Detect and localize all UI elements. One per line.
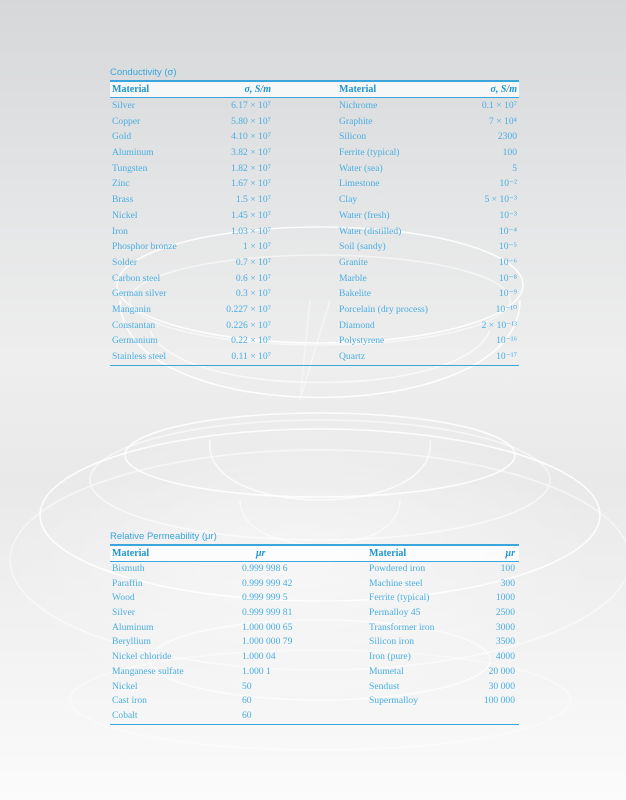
value-cell: 100 <box>500 563 515 574</box>
material-cell: Nickel <box>112 209 138 221</box>
table-row <box>110 208 519 224</box>
value-cell: 100 000 <box>483 695 515 707</box>
material-cell: Solder <box>112 256 138 268</box>
table-row <box>110 98 519 114</box>
value-cell: 1000 <box>495 592 515 604</box>
permeability-section <box>110 530 519 725</box>
material-cell: Limestone <box>339 178 380 190</box>
material-cell: Stainless steel <box>112 351 167 362</box>
material-cell: Mumetal <box>369 665 404 677</box>
value-cell: 60 <box>242 695 252 707</box>
permeability-table-header <box>110 544 519 562</box>
material-cell: Brass <box>112 194 134 206</box>
material-cell: Silicon <box>339 131 367 143</box>
table-row <box>110 606 519 621</box>
value-cell: 10⁻² <box>499 178 517 190</box>
header-material-left: Material <box>112 548 150 559</box>
value-cell: 10⁻¹⁰ <box>495 303 517 315</box>
material-cell: Marble <box>339 272 367 284</box>
header-value-right: σ, S/m <box>490 84 517 95</box>
value-cell: 6.17 × 10⁷ <box>231 100 271 111</box>
value-cell: 10⁻¹⁷ <box>496 351 517 362</box>
value-cell: 10⁻⁵ <box>498 241 517 253</box>
material-cell: Ferrite (typical) <box>369 592 430 604</box>
table-row <box>110 114 519 130</box>
value-cell: 1.67 × 10⁷ <box>231 178 271 190</box>
material-cell: Transformer iron <box>369 621 435 633</box>
value-cell: 0.999 999 42 <box>242 577 293 589</box>
value-cell: 60 <box>242 709 252 721</box>
table-row <box>110 562 519 577</box>
header-material-right: Material <box>369 548 407 559</box>
material-cell: Water (distilled) <box>339 225 402 237</box>
table-row <box>110 621 519 636</box>
material-cell: Permalloy 45 <box>369 607 421 619</box>
material-cell: Polystyrene <box>339 335 385 347</box>
material-cell: Nichrome <box>339 100 378 111</box>
table-row <box>110 318 519 334</box>
header-value-left: μr <box>256 548 266 559</box>
material-cell: Manganese sulfate <box>112 665 184 677</box>
value-cell: 5.80 × 10⁷ <box>231 115 271 127</box>
value-cell: 3.82 × 10⁷ <box>231 147 271 159</box>
value-cell: 10⁻³ <box>499 209 517 221</box>
table-row <box>110 694 519 709</box>
material-cell: Germanium <box>112 335 158 347</box>
material-cell: Water (sea) <box>339 162 383 174</box>
value-cell: 10⁻¹⁶ <box>496 335 517 347</box>
header-value-left: σ, S/m <box>244 84 271 95</box>
conductivity-section <box>110 66 519 366</box>
value-cell: 0.7 × 10⁷ <box>235 256 271 268</box>
material-cell: Clay <box>339 194 358 206</box>
material-cell: Nickel chloride <box>112 651 172 663</box>
value-cell: 20 000 <box>488 665 515 677</box>
material-cell: Ferrite (typical) <box>339 147 400 159</box>
table-row <box>110 349 519 365</box>
table-row <box>110 129 519 145</box>
value-cell: 0.6 × 10⁷ <box>235 272 271 284</box>
value-cell: 0.227 × 10⁷ <box>226 303 271 315</box>
header-value-right: μr <box>505 548 515 559</box>
table-row <box>110 286 519 302</box>
value-cell: 1 × 10⁷ <box>243 241 271 253</box>
value-cell: 50 <box>242 680 252 692</box>
material-cell: Aluminum <box>112 147 154 159</box>
value-cell: 1.03 × 10⁷ <box>231 225 271 237</box>
material-cell: Iron <box>112 225 128 237</box>
header-material-left: Material <box>112 84 150 95</box>
material-cell: Silver <box>112 607 135 619</box>
value-cell: 4000 <box>495 651 515 663</box>
material-cell: Sendust <box>369 680 400 692</box>
material-cell: Wood <box>112 592 135 604</box>
table-row <box>110 255 519 271</box>
table-row <box>110 239 519 255</box>
conductivity-table-body <box>110 98 519 366</box>
value-cell: 4.10 × 10⁷ <box>231 131 271 143</box>
material-cell: Gold <box>112 131 132 143</box>
material-cell: Porcelain (dry process) <box>339 303 428 315</box>
material-cell: Water (fresh) <box>339 209 390 221</box>
value-cell: 100 <box>502 147 517 159</box>
material-cell: Powdered iron <box>369 563 426 574</box>
table-row <box>110 577 519 592</box>
table-row <box>110 161 519 177</box>
value-cell: 0.3 × 10⁷ <box>235 288 271 300</box>
value-cell: 1.5 × 10⁷ <box>235 194 271 206</box>
value-cell: 7 × 10⁴ <box>489 115 517 127</box>
material-cell: Bakelite <box>339 288 371 300</box>
material-cell: Bismuth <box>112 563 145 574</box>
value-cell: 0.999 999 81 <box>242 607 293 619</box>
table-row <box>110 176 519 192</box>
value-cell: 2 × 10⁻¹³ <box>481 319 517 331</box>
material-cell: Silver <box>112 100 135 111</box>
material-cell: Tungsten <box>112 162 148 174</box>
value-cell: 3000 <box>495 621 515 633</box>
material-cell: Silicon iron <box>369 636 415 648</box>
value-cell: 1.45 × 10⁷ <box>231 209 271 221</box>
value-cell: 30 000 <box>488 680 515 692</box>
conductivity-table-header <box>110 80 519 98</box>
value-cell: 300 <box>500 577 515 589</box>
table-row <box>110 650 519 665</box>
value-cell: 10⁻⁸ <box>498 272 517 284</box>
table-row <box>110 635 519 650</box>
table-row <box>110 224 519 240</box>
material-cell: Graphite <box>339 115 373 127</box>
table-row <box>110 709 519 724</box>
material-cell: Paraffin <box>112 577 143 589</box>
value-cell: 5 × 10⁻³ <box>484 194 517 206</box>
value-cell: 1.000 000 65 <box>242 621 293 633</box>
table-row <box>110 302 519 318</box>
permeability-table-body <box>110 562 519 725</box>
material-cell: Cast iron <box>112 695 147 707</box>
material-cell: Diamond <box>339 319 375 331</box>
value-cell: 0.226 × 10⁷ <box>226 319 271 331</box>
material-cell: Iron (pure) <box>369 651 411 663</box>
value-cell: 0.11 × 10⁷ <box>231 351 271 362</box>
material-cell: Zinc <box>112 178 130 190</box>
value-cell: 0.999 999 5 <box>242 592 288 604</box>
value-cell: 0.1 × 10⁷ <box>481 100 517 111</box>
value-cell: 1.000 1 <box>242 665 271 677</box>
value-cell: 3500 <box>495 636 515 648</box>
value-cell: 5 <box>512 162 517 174</box>
material-cell: Soil (sandy) <box>339 241 386 253</box>
value-cell: 10⁻⁴ <box>498 225 517 237</box>
header-material-right: Material <box>339 84 377 95</box>
table-row <box>110 271 519 287</box>
conductivity-title: Conductivity (σ) <box>110 67 177 78</box>
value-cell: 1.000 000 79 <box>242 636 293 648</box>
material-cell: Aluminum <box>112 621 154 633</box>
table-row <box>110 333 519 349</box>
value-cell: 2500 <box>495 607 515 619</box>
permeability-title: Relative Permeability (μr) <box>110 531 217 542</box>
value-cell: 0.22 × 10⁷ <box>231 335 271 347</box>
value-cell: 10⁻⁶ <box>498 256 517 268</box>
table-row <box>110 665 519 680</box>
value-cell: 2300 <box>497 131 517 143</box>
material-cell: Quartz <box>339 351 366 362</box>
table-row <box>110 192 519 208</box>
value-cell: 1.82 × 10⁷ <box>231 162 271 174</box>
material-cell: Constantan <box>112 319 156 331</box>
table-row <box>110 680 519 695</box>
value-cell: 10⁻⁹ <box>498 288 517 300</box>
material-cell: German silver <box>112 288 167 300</box>
material-cell: Granite <box>339 256 368 268</box>
material-cell: Copper <box>112 115 141 127</box>
material-cell: Beryllium <box>112 636 151 648</box>
value-cell: 1.000 04 <box>242 651 276 663</box>
material-cell: Supermalloy <box>369 695 419 707</box>
material-cell: Carbon steel <box>112 272 161 284</box>
material-cell: Machine steel <box>369 577 423 589</box>
material-cell: Cobalt <box>112 709 138 721</box>
table-row <box>110 145 519 161</box>
table-row <box>110 591 519 606</box>
material-cell: Manganin <box>112 303 151 315</box>
value-cell: 0.999 998 6 <box>242 563 288 574</box>
material-cell: Nickel <box>112 680 138 692</box>
material-cell: Phosphor bronze <box>112 241 177 253</box>
